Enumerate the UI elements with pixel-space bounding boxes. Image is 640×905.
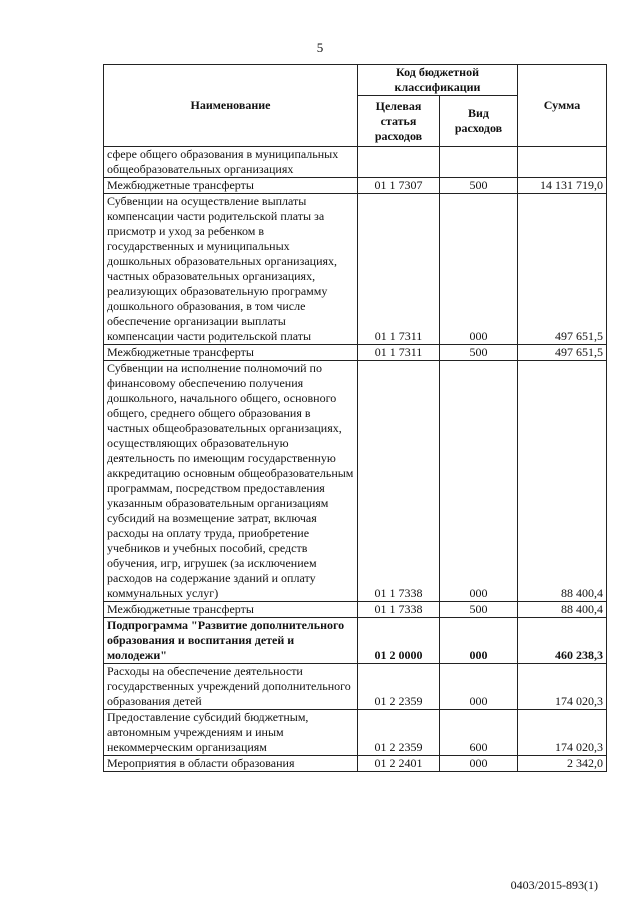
table-row — [104, 194, 607, 345]
row-name: Мероприятия в области образования — [104, 756, 358, 772]
row-name: Подпрограмма "Развитие дополнительного образования и воспитания детей и молодежи" — [104, 618, 358, 664]
row-type: 500 — [440, 602, 518, 618]
row-type — [440, 147, 518, 178]
header-target-article: Целевая статья расходов — [358, 96, 440, 147]
row-name: Расходы на обеспечение деятельности государственных учреждений дополнительного образования детей — [104, 664, 358, 710]
page-number: 5 — [316, 40, 324, 55]
table-row — [104, 710, 607, 756]
row-name: Субвенции на исполнение полномочий по финансовому обеспечению получения дошкольного, начального общего, основного общего, среднего общего образования в частных общеобразовательных организациях, осуществляющих образовательную деятельность по имеющим государственную аккредитацию основным общеобразовательным программам, посредством предоставления указанным образовательным организациям субсидий на возмещение затрат, включая расходы на оплату труда, приобретение учебников и учебных пособий, средств обучения, игр, игрушек (за исключением расходов на содержание зданий и оплату коммунальных услуг) — [104, 361, 358, 602]
row-name: Межбюджетные трансферты — [104, 178, 358, 194]
table-row — [104, 147, 607, 178]
row-amount: 14 131 719,0 — [518, 178, 607, 194]
row-name: Предоставление субсидий бюджетным, автономным учреждениям и иным некоммерческим организациям — [104, 710, 358, 756]
header-name: Наименование — [104, 65, 358, 147]
row-name: Межбюджетные трансферты — [104, 602, 358, 618]
row-code: 01 1 7338 — [358, 361, 440, 602]
row-type: 500 — [440, 178, 518, 194]
row-amount: 497 651,5 — [518, 194, 607, 345]
row-type: 500 — [440, 345, 518, 361]
row-code: 01 1 7307 — [358, 178, 440, 194]
row-amount: 497 651,5 — [518, 345, 607, 361]
row-code: 01 2 2359 — [358, 664, 440, 710]
header-expense-type: Вид расходов — [440, 96, 518, 147]
row-code: 01 1 7311 — [358, 194, 440, 345]
row-code — [358, 147, 440, 178]
row-type: 000 — [440, 194, 518, 345]
header-code-group: Код бюджетной классификации — [358, 65, 518, 96]
row-type: 000 — [440, 664, 518, 710]
table-row — [104, 345, 607, 361]
row-amount: 2 342,0 — [518, 756, 607, 772]
row-name: Межбюджетные трансферты — [104, 345, 358, 361]
table-body — [104, 147, 607, 772]
row-type: 000 — [440, 756, 518, 772]
table-row-subprogram — [104, 618, 607, 664]
row-amount: 174 020,3 — [518, 710, 607, 756]
budget-table — [103, 64, 607, 772]
row-code: 01 2 2401 — [358, 756, 440, 772]
row-code: 01 2 0000 — [358, 618, 440, 664]
header-amount: Сумма — [518, 65, 607, 147]
table-row — [104, 361, 607, 602]
row-code: 01 2 2359 — [358, 710, 440, 756]
row-amount: 88 400,4 — [518, 361, 607, 602]
row-amount — [518, 147, 607, 178]
row-type: 000 — [440, 361, 518, 602]
table-row — [104, 178, 607, 194]
row-amount: 88 400,4 — [518, 602, 607, 618]
row-type: 600 — [440, 710, 518, 756]
table-row — [104, 756, 607, 772]
row-name: Субвенции на осуществление выплаты компенсации части родительской платы за присмотр и уход за ребенком в государственных и муниципальных дошкольных образовательных организациях, частных образовательных организациях, реализующих образовательную программу дошкольного образования, в том числе обеспечение организации выплаты компенсации части родительской платы — [104, 194, 358, 345]
document-code: 0403/2015-893(1) — [510, 878, 598, 892]
table-row — [104, 664, 607, 710]
row-amount: 460 238,3 — [518, 618, 607, 664]
table-row — [104, 602, 607, 618]
row-code: 01 1 7311 — [358, 345, 440, 361]
row-type: 000 — [440, 618, 518, 664]
row-amount: 174 020,3 — [518, 664, 607, 710]
row-code: 01 1 7338 — [358, 602, 440, 618]
row-name: сфере общего образования в муниципальных общеобразовательных организациях — [104, 147, 358, 178]
